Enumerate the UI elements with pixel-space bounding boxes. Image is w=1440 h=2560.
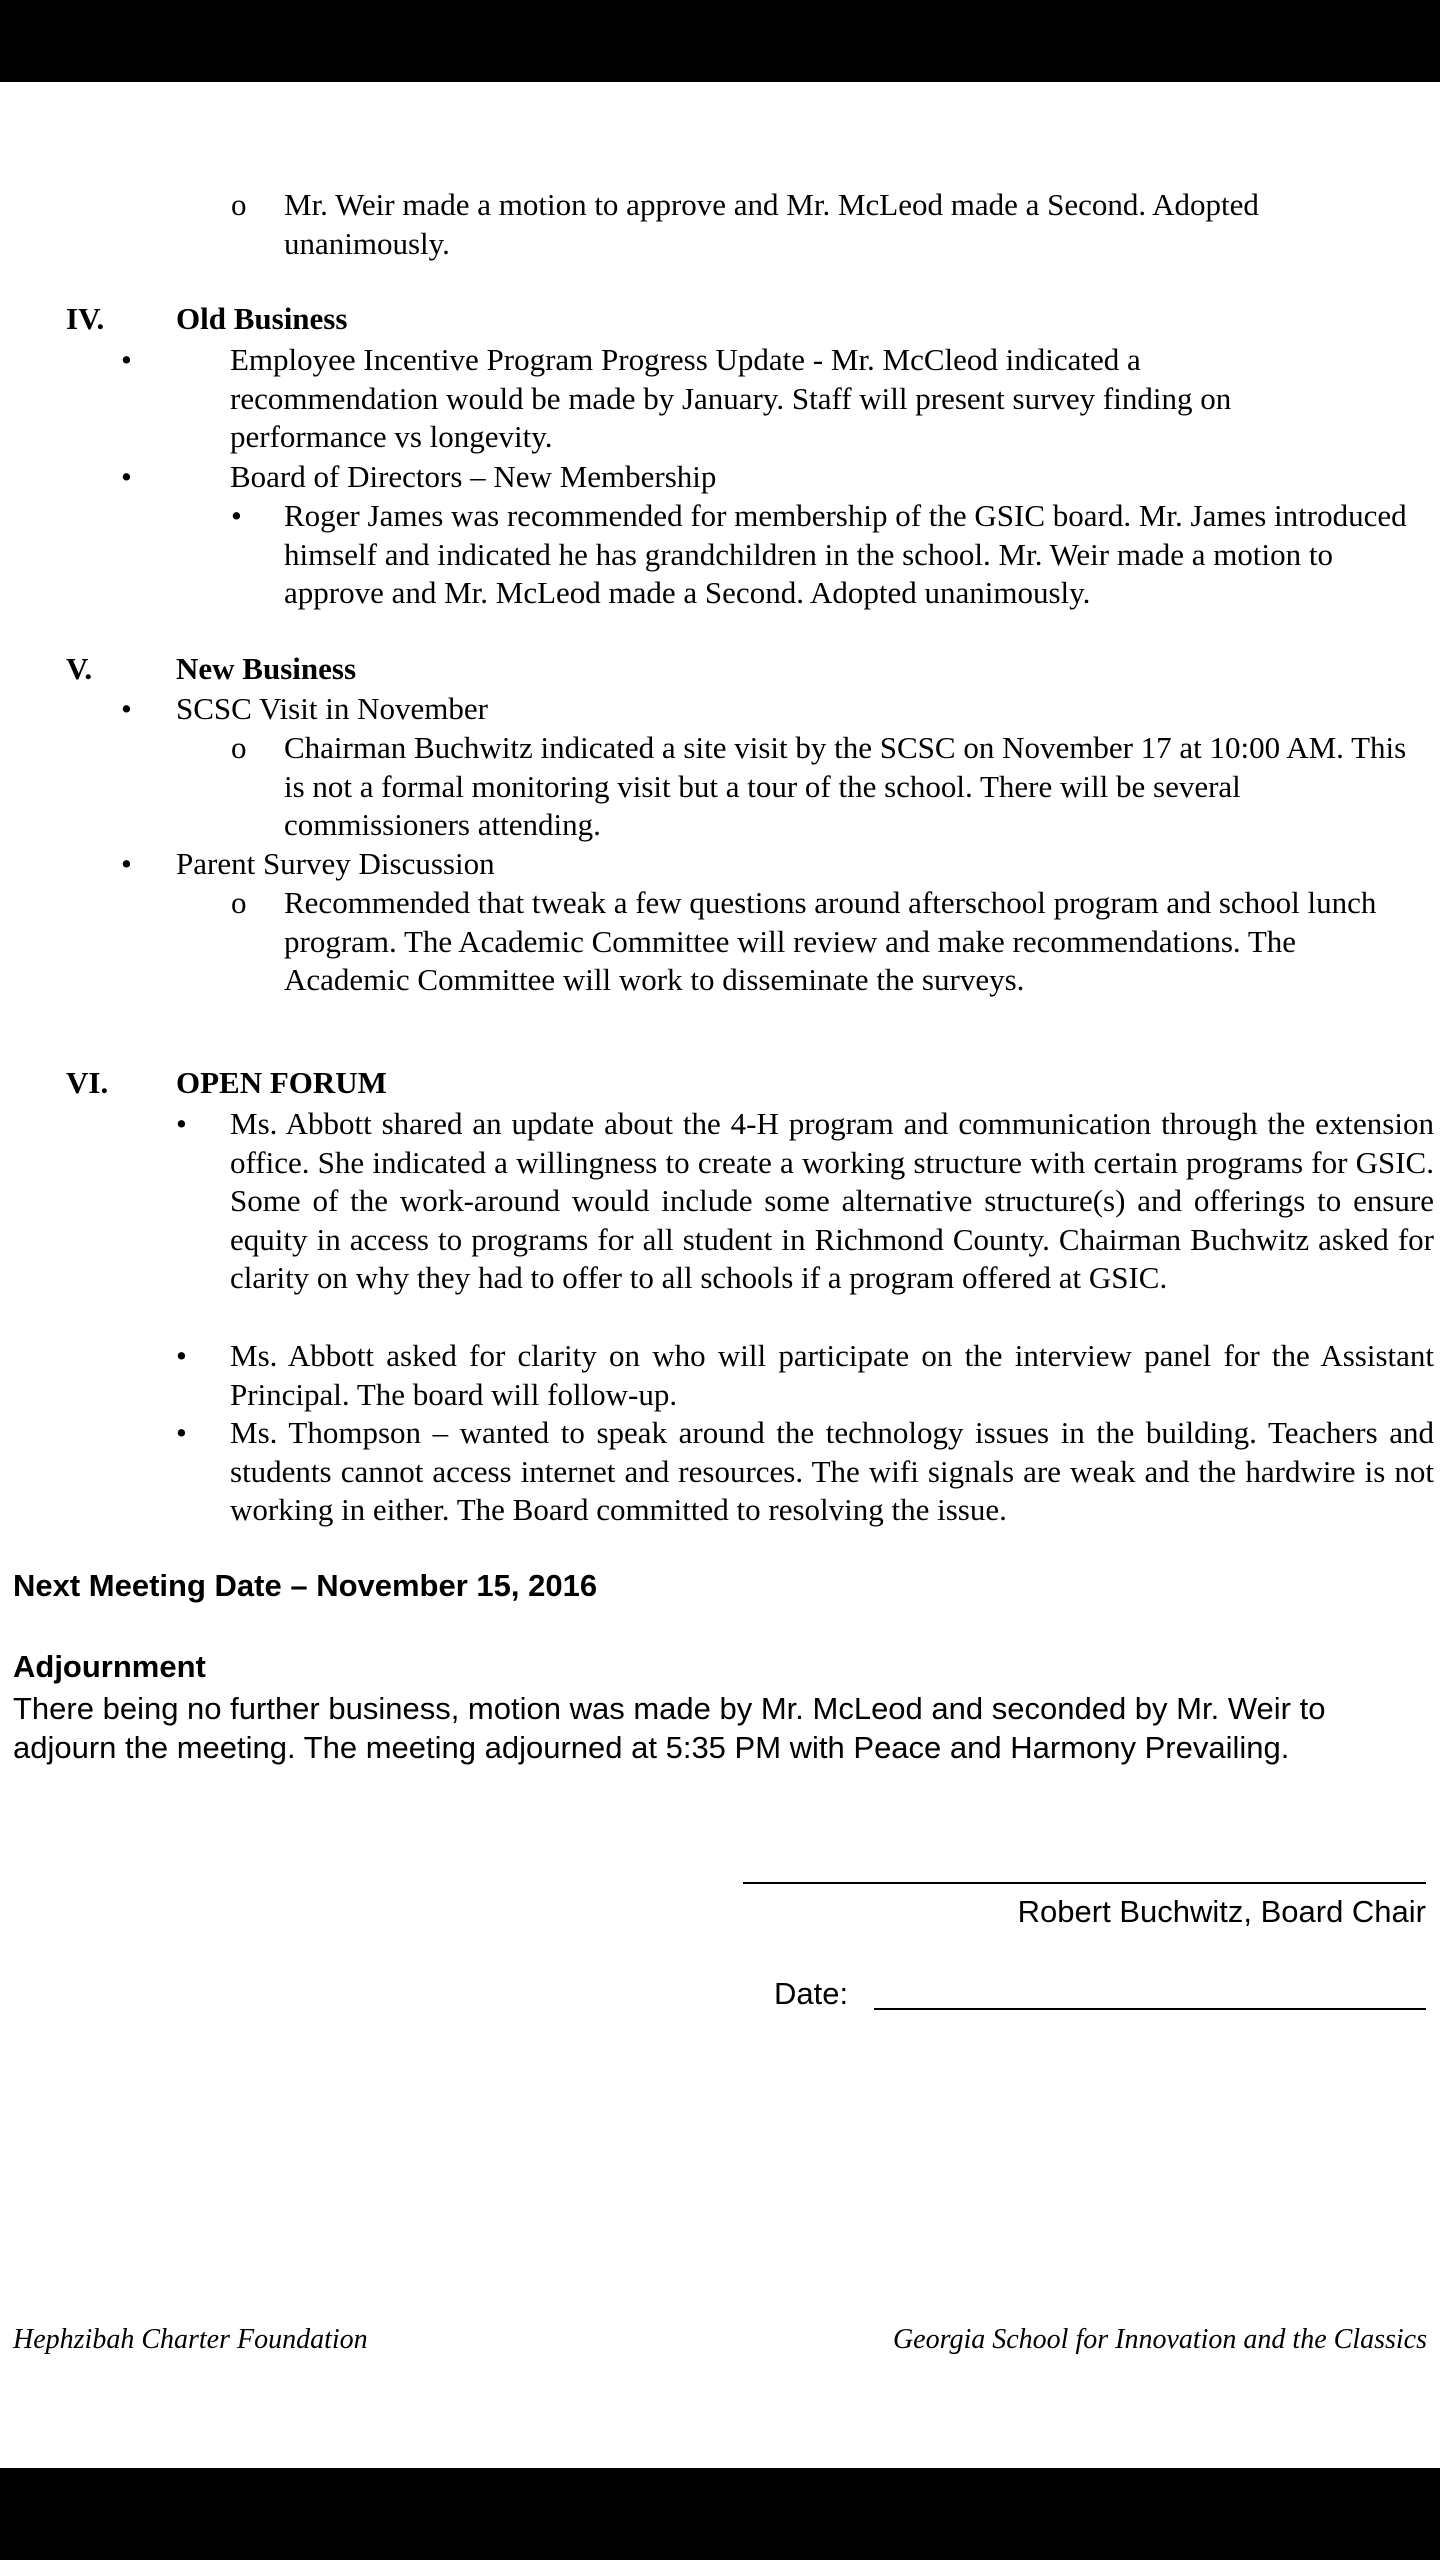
bullet-dot: • [121, 459, 132, 494]
open-forum-item-1: Ms. Abbott shared an update about the 4-H program and communication through the extension office. She indicated a willingness to create a working structure with certain programs for GSIC. Some of the work-around would include some alternative structure(s) and offerings to ensure equity in access to programs for all student in Richmond County. Chairman Buchwitz asked for clarity on why they had to offer to all schools if a program offered at GSIC. [230, 1106, 1434, 1295]
new-business-sub-1: Chairman Buchwitz indicated a site visit by the SCSC on November 17 at 10:00 AM. This is not a formal monitoring visit but a tour of the school. There will be several commissioners attending. [284, 730, 1407, 842]
section-numeral-vi: VI. [66, 1065, 109, 1100]
old-business-sub-item: Roger James was recommended for membership of the GSIC board. Mr. James introduced himself and indicated he has grandchildren in the school. Mr. Weir made a motion to approve and Mr. McLeod made a Second. Adopted unanimously. [284, 498, 1407, 610]
section-numeral-iv: IV. [66, 301, 105, 336]
signatory-name: Robert Buchwitz, Board Chair [1017, 1894, 1426, 1929]
section-numeral-v: V. [66, 651, 93, 686]
footer-right: Georgia School for Innovation and the Classics [892, 2324, 1427, 2355]
signature-line [743, 1882, 1426, 1884]
new-business-sub-2: Recommended that tweak a few questions around afterschool program and school lunch program. The Academic Committee will review and make recommendations. The Academic Committee will work to disseminate the surveys. [284, 885, 1377, 997]
bullet-circle: o [231, 187, 247, 222]
next-meeting-date: Next Meeting Date – November 15, 2016 [13, 1568, 598, 1603]
date-label: Date: [774, 1976, 849, 2011]
adjournment-title: Adjournment [13, 1649, 206, 1684]
old-business-item-1: Employee Incentive Program Progress Update - Mr. McCleod indicated a recommendation would be made by January. Staff will present survey finding on performance vs longevity. [230, 342, 1232, 454]
bullet-dot: • [176, 1415, 187, 1450]
open-forum-item-3: Ms. Thompson – wanted to speak around the technology issues in the building. Teachers and students cannot access internet and resources. The wifi signals are weak and the hardwire is not working in either. The Board committed to resolving the issue. [230, 1415, 1434, 1527]
bullet-circle: o [231, 885, 247, 920]
section-title-new-business: New Business [176, 651, 357, 686]
new-business-item-2: Parent Survey Discussion [176, 846, 495, 881]
bullet-dot: • [121, 846, 132, 881]
footer-left: Hephzibah Charter Foundation [13, 2324, 368, 2355]
section-title-old-business: Old Business [176, 301, 348, 336]
section-title-open-forum: OPEN FORUM [176, 1065, 387, 1100]
new-business-item-1: SCSC Visit in November [176, 691, 488, 726]
bullet-dot: • [176, 1338, 187, 1373]
date-line [874, 2008, 1426, 2010]
bullet-dot: • [231, 498, 242, 533]
bullet-dot: • [121, 691, 132, 726]
motion-text: Mr. Weir made a motion to approve and Mr. McLeod made a Second. Adopted unanimously. [284, 187, 1259, 261]
open-forum-item-2: Ms. Abbott asked for clarity on who will participate on the interview panel for the Assistant Principal. The board will follow-up. [230, 1338, 1434, 1412]
bottom-bar [0, 2468, 1440, 2560]
bullet-dot: • [121, 342, 132, 377]
top-bar [0, 0, 1440, 82]
bullet-circle: o [231, 730, 247, 765]
adjournment-text: There being no further business, motion was made by Mr. McLeod and seconded by Mr. Weir to adjourn the meeting. The meeting adjourned at 5:35 PM with Peace and Harmony Prevailing. [13, 1691, 1326, 1765]
old-business-item-2: Board of Directors – New Membership [230, 459, 717, 494]
bullet-dot: • [176, 1106, 187, 1141]
